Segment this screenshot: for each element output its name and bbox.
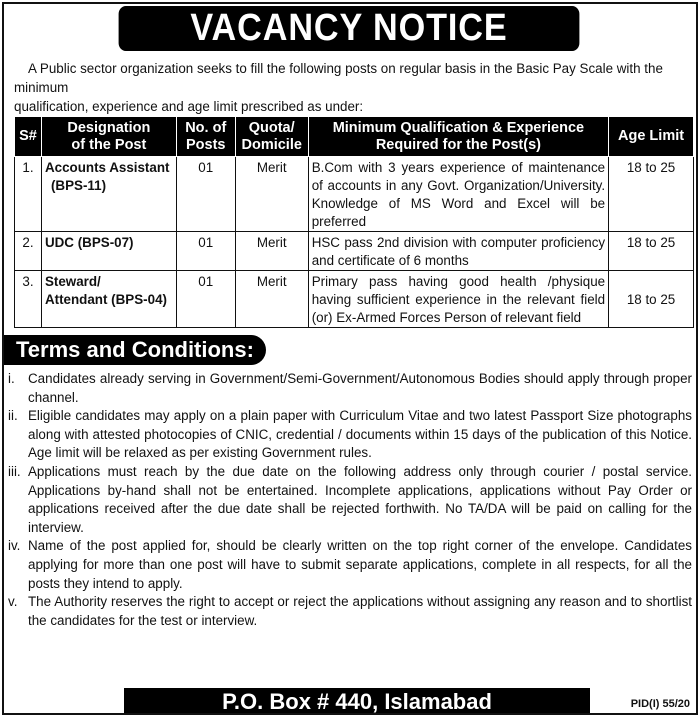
row-quota: Merit — [235, 271, 308, 328]
list-item — [8, 593, 692, 630]
terms-list — [8, 370, 692, 630]
term-text: Applications must reach by the due date on the following address only through courier / postal service. Applications by-hand shall not be entertained. Incomplete applications, applications without Pay Order or applications received after the due date shall be rejected forthwith. No TA/DA will be paid on calling for the interview. — [28, 463, 692, 535]
header-qualification — [308, 117, 608, 157]
header-age-limit: Age Limit — [609, 117, 694, 157]
row-age-limit: 18 to 25 — [609, 232, 694, 271]
row-age-limit: 18 to 25 — [609, 157, 694, 232]
header-posts-line-1: No. of — [185, 119, 227, 136]
row-designation — [41, 157, 176, 232]
row-designation — [41, 271, 176, 328]
list-item — [8, 463, 692, 537]
row-posts: 01 — [176, 157, 235, 232]
term-number: iii. — [8, 463, 21, 479]
header-posts-line-2: Posts — [186, 136, 226, 153]
terms-heading: Terms and Conditions: — [4, 335, 266, 365]
row-designation-title: UDC (BPS-07) — [44, 235, 134, 250]
row-designation-title: Steward/ — [44, 274, 101, 289]
row-qualification: B.Com with 3 years experience of maintenance of accounts in any Govt. Organization/University. Knowledge of MS Word and Excel will be preferred — [308, 157, 608, 232]
term-text: Candidates already serving in Government/Semi-Government/Autonomous Bodies should apply through proper channel. — [28, 371, 692, 405]
table-row — [15, 232, 694, 271]
row-sn: 3. — [15, 271, 42, 328]
row-designation — [41, 232, 176, 271]
table-header-row — [15, 117, 694, 157]
table-row — [15, 271, 694, 328]
header-posts — [176, 117, 235, 157]
term-number: v. — [8, 594, 18, 610]
list-item — [8, 537, 692, 593]
intro-line-2: qualification, experience and age limit prescribed as under: — [14, 99, 364, 114]
header-qualification-line-2: Required for the Post(s) — [375, 136, 541, 153]
term-number: iv. — [8, 538, 21, 554]
header-designation-line-2: of the Post — [71, 136, 147, 153]
term-number: ii. — [8, 408, 18, 424]
list-item — [8, 370, 692, 407]
list-item — [8, 407, 692, 463]
intro-paragraph — [14, 59, 690, 116]
row-quota: Merit — [235, 232, 308, 271]
header-quota-line-2: Domicile — [241, 136, 302, 153]
header-qualification-line-1: Minimum Qualification & Experience — [332, 119, 585, 136]
term-number: i. — [8, 371, 15, 386]
row-age-limit: 18 to 25 — [609, 271, 694, 328]
postal-address: P.O. Box # 440, Islamabad — [124, 688, 590, 715]
pid-code: PID(I) 55/20 — [630, 698, 690, 710]
row-posts: 01 — [176, 271, 235, 328]
row-quota: Merit — [235, 157, 308, 232]
row-designation-bps: Attendant (BPS-04) — [44, 292, 167, 307]
intro-line-1: A Public sector organization seeks to fill the following posts on regular basis in the Basic Pay Scale with the minimum — [14, 61, 663, 95]
row-sn: 1. — [15, 157, 42, 232]
header-quota — [235, 117, 308, 157]
row-posts: 01 — [176, 232, 235, 271]
row-qualification: Primary pass having good health /physique having sufficient experience in the relevant field (or) Ex-Armed Forces Person of relevant field — [308, 271, 608, 328]
term-text: Name of the post applied for, should be clearly written on the top right corner of the envelope. Candidates applying for more than one post will have to submit separate applications, complete in all respects, for all the posts they intend to apply. — [28, 538, 692, 591]
row-qualification: HSC pass 2nd division with computer proficiency and certificate of 6 months — [308, 232, 608, 271]
header-designation-line-1: Designation — [67, 119, 151, 136]
row-designation-title: Accounts Assistant — [44, 160, 170, 175]
table-row — [15, 157, 694, 232]
row-sn: 2. — [15, 232, 42, 271]
posts-table — [14, 116, 694, 328]
vacancy-notice-page — [2, 2, 698, 715]
term-text: The Authority reserves the right to accept or reject the applications without assigning any reason and to shortlist the candidates for the test or interview. — [28, 594, 692, 628]
term-text: Eligible candidates may apply on a plain paper with Curriculum Vitae and two latest Passport Size photographs along with attested photocopies of CNIC, credential / documents within 15 days of the publication of this Notice. Age limit will be relaxed as per existing Government rules. — [28, 408, 692, 461]
header-sn: S# — [15, 117, 42, 157]
header-designation — [41, 117, 176, 157]
header-quota-line-1: Quota/ — [248, 119, 295, 136]
notice-title: VACANCY NOTICE — [119, 6, 580, 51]
row-designation-bps: (BPS-11) — [50, 178, 107, 193]
